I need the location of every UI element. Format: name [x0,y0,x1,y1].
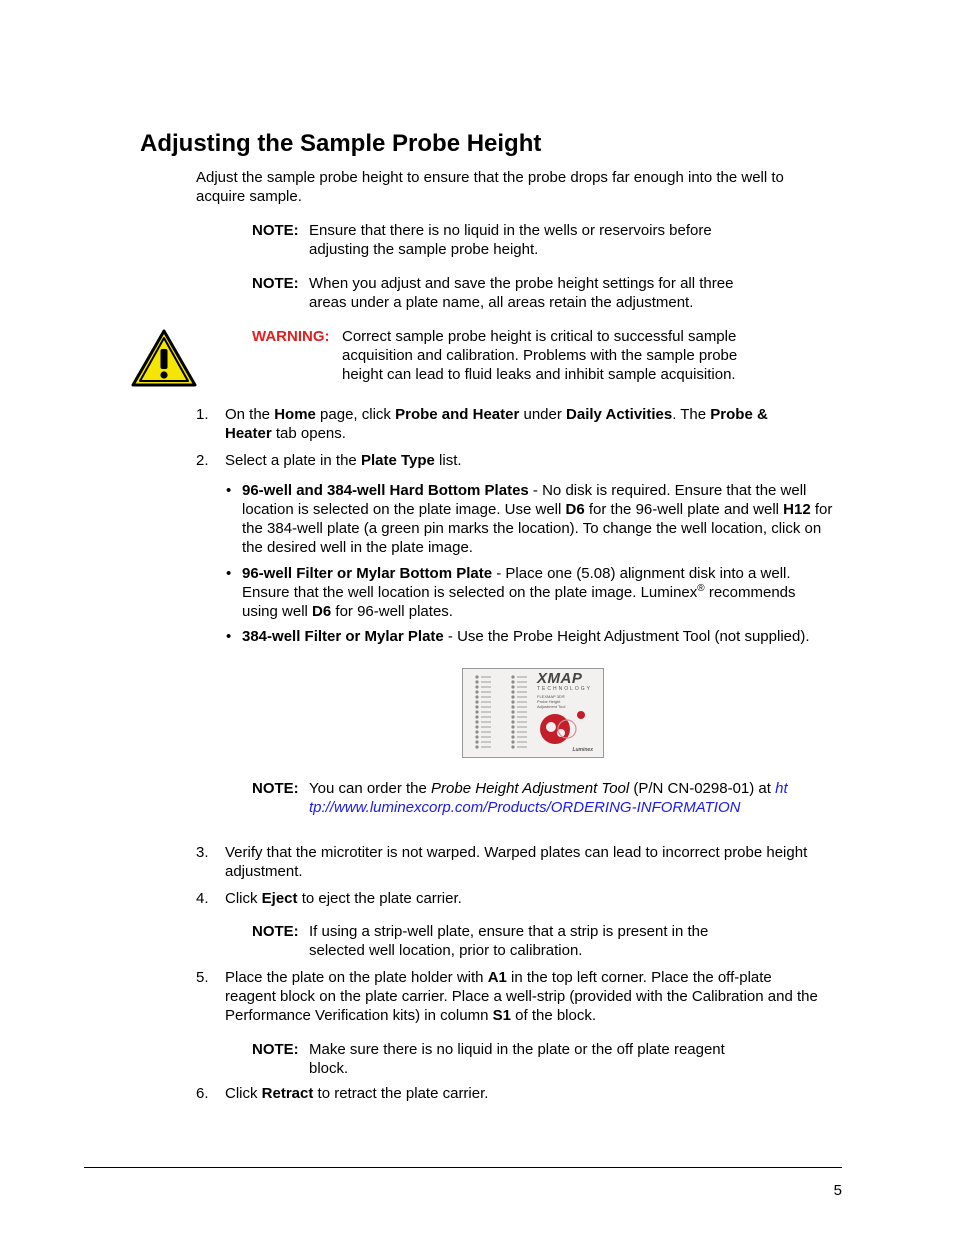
step-5 [196,968,836,1025]
step-4-text: Click Eject to eject the plate carrier. [225,890,462,907]
note-3-text: You can order the Probe Height Adjustment Tool (P/N CN-0298-01) at http://www.luminexcorp.com/Products/ORDERING-INFORMATION [309,780,788,816]
note-4-text: If using a strip-well plate, ensure that a strip is present in the selected well location, prior to calibration. [309,923,709,959]
step-number: 5. [196,969,209,986]
bullet-1 [226,481,846,557]
bullet-2-text: 96-well Filter or Mylar Bottom Plate - Place one (5.08) alignment disk into a well. Ensure that the well location is selected on the plate image. Luminex® recommends using well D6 for 96-well plates. [242,565,796,620]
step-number: 2. [196,452,209,469]
note-label: NOTE: [252,275,299,292]
xmap-tagline: TECHNOLOGY [537,686,593,692]
step-1 [196,405,836,443]
bullet-3-text: 384-well Filter or Mylar Plate - Use the Probe Height Adjustment Tool (not supplied). [242,628,810,645]
step-1-text: On the Home page, click Probe and Heater under Daily Activities. The Probe & Heater tab opens. [225,406,768,442]
step-number: 4. [196,890,209,907]
warning-label: WARNING: [252,328,330,345]
product-name: FLEXMAP 3D® Probe Height Adjustment Tool [537,694,566,709]
note-4 [252,922,752,960]
step-3 [196,843,836,881]
page-title: Adjusting the Sample Probe Height [140,130,542,157]
bullet-2 [226,564,846,621]
luminex-logo: Luminex [572,747,593,753]
note-1-text: Ensure that there is no liquid in the wells or reservoirs before adjusting the sample probe height. [309,222,712,258]
note-3 [252,779,812,817]
footer-divider [84,1167,842,1168]
note-label: NOTE: [252,1041,299,1058]
note-2 [252,274,752,312]
warning-block [252,327,772,384]
bullet-marker: • [226,628,232,645]
red-disk-graphic-icon [537,707,589,747]
note-label: NOTE: [252,780,299,797]
note-5 [252,1040,752,1078]
step-2 [196,451,836,470]
disk-size-grid [467,673,539,753]
note-label: NOTE: [252,222,299,239]
step-4 [196,889,836,908]
intro-paragraph: Adjust the sample probe height to ensure that the probe drops far enough into the well to acquire sample. [196,169,784,205]
step-6-text: Click Retract to retract the plate carrier. [225,1085,489,1102]
step-number: 3. [196,844,209,861]
step-number: 6. [196,1085,209,1102]
step-5-text: Place the plate on the plate holder with A1 in the top left corner. Place the off-plate reagent block on the plate carrier. Place a well-strip (provided with the Calibration and the Performance Verification kits) in column S1 of the block. [225,969,818,1024]
warning-text: Correct sample probe height is critical to successful sample acquisition and calibration. Problems with the sample probe height can lead to fluid leaks and inhibit sample acquisition. [342,328,738,383]
note-5-text: Make sure there is no liquid in the plate or the off plate reagent block. [309,1041,725,1077]
xmap-logo: XMAP [537,670,583,687]
note-2-text: When you adjust and save the probe height settings for all three areas under a plate name, all areas retain the adjustment. [309,275,734,311]
ordering-link[interactable]: http://www.luminexcorp.com/Products/ORDERING-INFORMATION [309,780,788,816]
step-2-text: Select a plate in the Plate Type list. [225,452,462,469]
probe-height-tool-image [462,668,604,758]
page-number: 5 [833,1182,842,1199]
bullet-marker: • [226,482,232,499]
note-label: NOTE: [252,923,299,940]
bullet-1-text: 96-well and 384-well Hard Bottom Plates - No disk is required. Ensure that the well location is selected on the plate image. Use well D6 for the 96-well plate and well H12 for the 384-well plate (a green pin marks the location). To change the well location, click on the desired well in the plate image. [242,482,833,556]
bullet-marker: • [226,565,232,582]
step-3-text: Verify that the microtiter is not warped. Warped plates can lead to incorrect probe height adjustment. [225,844,808,880]
step-number: 1. [196,406,209,423]
warning-triangle-icon [130,328,198,388]
note-1 [252,221,752,259]
step-6 [196,1084,836,1103]
bullet-3 [226,627,846,646]
